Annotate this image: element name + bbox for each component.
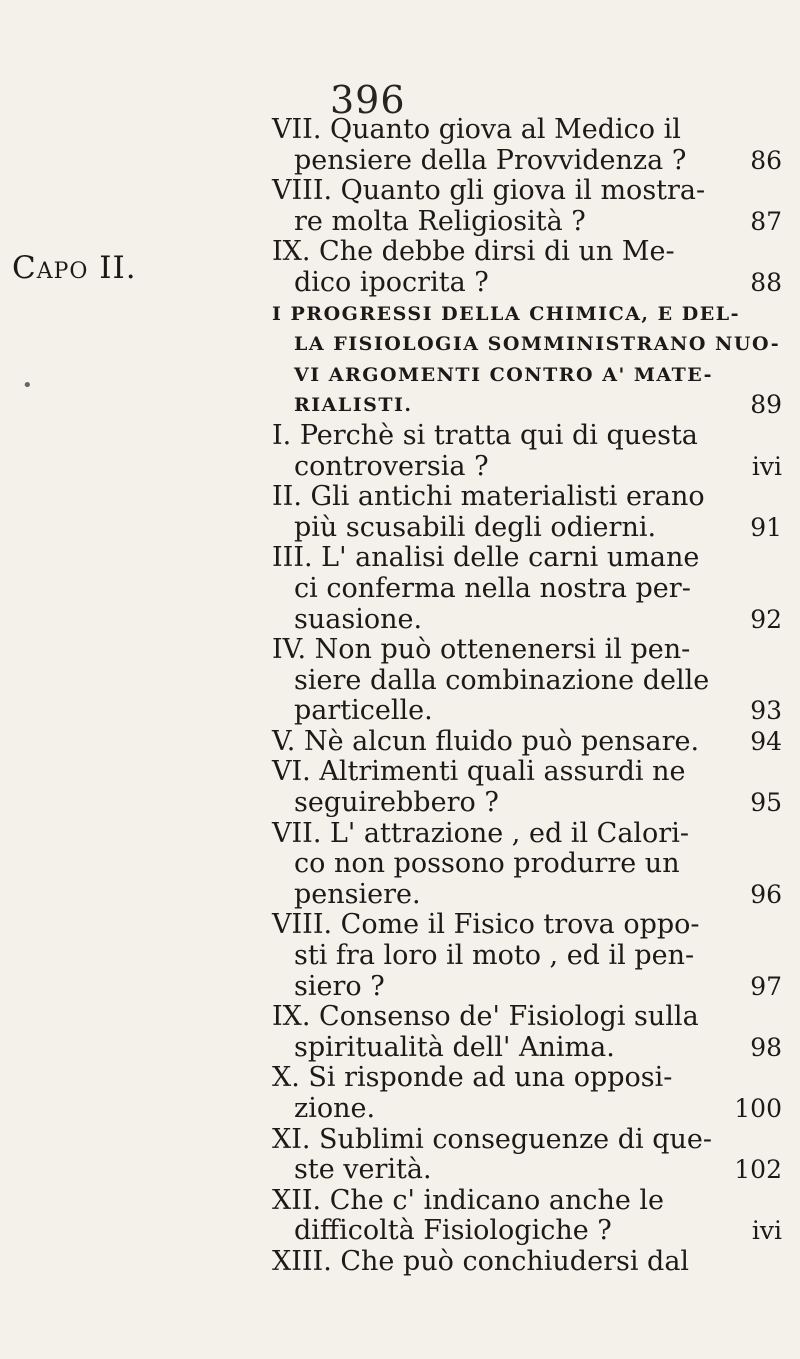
- toc-page-ref: 100: [734, 1094, 782, 1123]
- toc-line-text: XIII. Che può conchiudersi dal: [272, 1245, 690, 1277]
- toc-line: [272, 574, 792, 605]
- toc-line-text: suasione.: [294, 603, 423, 635]
- toc-line: [272, 543, 792, 574]
- toc-line-text: V. Nè alcun fluido può pensare.: [272, 725, 700, 757]
- toc-line: [272, 1063, 792, 1094]
- toc-line: [272, 1247, 792, 1278]
- toc-line-text: ste verità.: [294, 1154, 432, 1186]
- toc-line: [272, 1094, 792, 1125]
- toc-line-text: XII. Che c' indicano anche le: [272, 1184, 665, 1216]
- toc-line: [272, 941, 792, 972]
- toc-line: [272, 910, 792, 941]
- toc-line: [272, 421, 792, 452]
- toc-page-ref: 95: [750, 788, 782, 818]
- toc-line: [272, 819, 792, 850]
- toc-line: [272, 176, 792, 207]
- toc-line-text: VII. Quanto giova al Medico il: [272, 114, 681, 145]
- toc-line: [272, 727, 792, 758]
- toc-line-text: siere dalla combinazione delle: [294, 664, 710, 696]
- toc-line-text: pensiere della Provvidenza ?: [294, 144, 687, 176]
- toc-line: [272, 757, 792, 788]
- toc-line-text: VI. Altrimenti quali assurdi ne: [272, 756, 686, 788]
- toc-line-text: controversia ?: [294, 450, 489, 482]
- toc-line: [272, 237, 792, 268]
- toc-line-text: IV. Non può ottenenersi il pen-: [272, 634, 691, 666]
- toc-heading-line: [272, 329, 792, 360]
- toc-line-text: zione.: [294, 1093, 376, 1124]
- toc-line: [272, 696, 792, 727]
- toc-page-ref: 96: [750, 879, 782, 909]
- toc-line-text: VIII. Come il Fisico trova oppo-: [272, 909, 700, 941]
- toc-page-ref: 92: [750, 604, 782, 634]
- toc-page-ref: ivi: [751, 451, 782, 481]
- toc-line: [272, 268, 792, 299]
- toc-line: [272, 1125, 792, 1156]
- toc-line: [272, 1033, 792, 1064]
- toc-line: [272, 1216, 792, 1247]
- toc-line: [272, 849, 792, 880]
- toc-line: [272, 972, 792, 1003]
- toc-line: [272, 1002, 792, 1033]
- toc-line: [272, 207, 792, 238]
- toc-line: [272, 605, 792, 636]
- toc-line-text: VIII. Quanto gli giova il mostra-: [272, 175, 706, 207]
- toc-page-ref: 91: [750, 512, 782, 542]
- toc-page-ref: 102: [734, 1155, 782, 1185]
- page-number: 396: [330, 78, 406, 122]
- margin-mark: •: [22, 375, 33, 396]
- toc-line-text: sti fra loro il moto , ed il pen-: [294, 940, 695, 972]
- toc-line-text: IX. Consenso de' Fisiologi sulla: [272, 1001, 699, 1033]
- toc-line-text: re molta Religiosità ?: [294, 205, 586, 237]
- toc-line: [272, 482, 792, 513]
- toc-line-text: ci conferma nella nostra per-: [294, 572, 691, 604]
- table-of-contents: [272, 115, 792, 1278]
- toc-line-text: IX. Che debbe dirsi di un Me-: [272, 236, 675, 268]
- toc-page-ref: 89: [750, 390, 782, 420]
- toc-line: [272, 146, 792, 177]
- toc-line-text: I. Perchè si tratta qui di questa: [272, 419, 698, 451]
- toc-page-ref: 86: [750, 145, 782, 175]
- toc-line: [272, 1186, 792, 1217]
- toc-line: [272, 880, 792, 911]
- toc-line-text: II. Gli antichi materialisti erano: [272, 481, 705, 513]
- toc-line-text: LA FISIOLOGIA SOMMINISTRANO NUO-: [294, 333, 781, 356]
- toc-line: [272, 452, 792, 483]
- toc-line-text: dico ipocrita ?: [294, 266, 489, 298]
- toc-page-ref: ivi: [751, 1216, 782, 1246]
- toc-line-text: RIALISTI.: [294, 394, 413, 417]
- toc-line-text: difficoltà Fisiologiche ?: [294, 1215, 612, 1247]
- toc-line-text: spiritualità dell' Anima.: [294, 1031, 615, 1063]
- toc-page-ref: 87: [750, 206, 782, 236]
- toc-line-text: siero ?: [294, 970, 385, 1002]
- toc-line-text: VII. L' attrazione , ed il Calori-: [272, 817, 689, 849]
- toc-line: [272, 513, 792, 544]
- toc-line-text: più scusabili degli odierni.: [294, 511, 657, 543]
- toc-line-text: III. L' analisi delle carni umane: [272, 542, 700, 574]
- toc-heading-line: [272, 299, 792, 330]
- toc-line: [272, 635, 792, 666]
- toc-page-ref: 88: [750, 267, 782, 297]
- chapter-label: Capo II.: [12, 250, 137, 286]
- toc-line-text: I PROGRESSI DELLA CHIMICA, E DEL-: [272, 302, 740, 325]
- toc-line-text: seguirebbero ?: [294, 787, 499, 819]
- toc-heading-line: [272, 360, 792, 391]
- toc-page-ref: 94: [750, 726, 782, 756]
- toc-line: [272, 115, 792, 146]
- toc-line-text: particelle.: [294, 695, 433, 727]
- toc-page-ref: 97: [750, 971, 782, 1001]
- toc-line: [272, 666, 792, 697]
- toc-heading-line: [272, 390, 792, 421]
- toc-line-text: co non possono produrre un: [294, 848, 680, 880]
- toc-line: [272, 1155, 792, 1186]
- toc-page-ref: 93: [750, 696, 782, 726]
- toc-line-text: X. Si risponde ad una opposi-: [272, 1062, 673, 1094]
- toc-page-ref: 98: [750, 1032, 782, 1062]
- toc-line-text: pensiere.: [294, 878, 421, 910]
- toc-line: [272, 788, 792, 819]
- toc-line-text: XI. Sublimi conseguenze di que-: [272, 1123, 713, 1155]
- toc-line-text: VI ARGOMENTI CONTRO A' MATE-: [294, 363, 713, 386]
